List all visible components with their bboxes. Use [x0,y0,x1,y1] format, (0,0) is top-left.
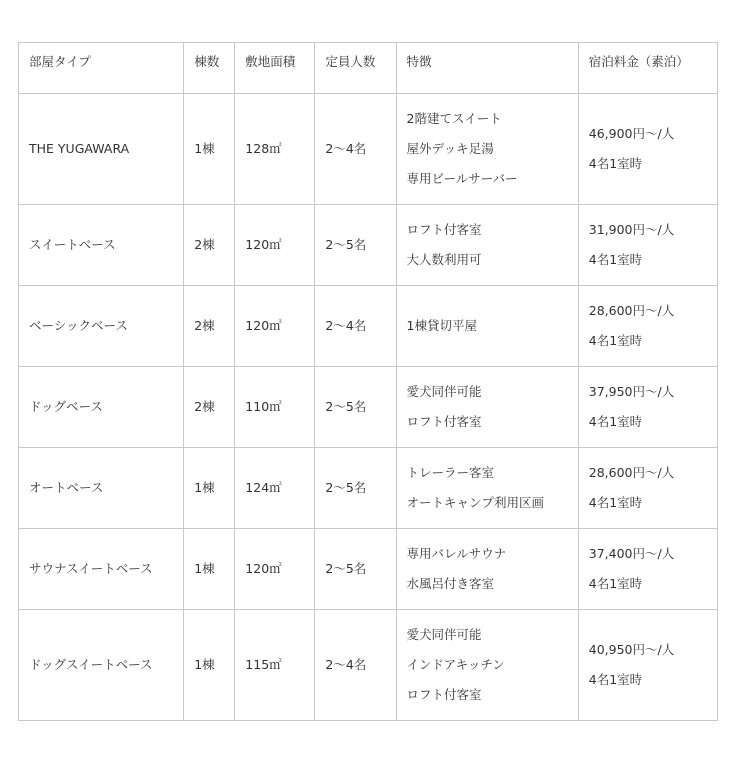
table-row [19,94,718,205]
count-cell: 2棟 [184,367,235,448]
room-type-cell: スイートベース [19,205,184,286]
feature-item: 2階建てスイート [406,111,502,126]
capacity-cell: 2〜5名 [315,448,396,529]
area-cell: 124㎡ [235,448,315,529]
capacity-cell: 2〜5名 [315,367,396,448]
feature-item: 専用ビールサーバー [406,171,518,186]
price-value: 31,900円〜/人 [588,222,675,237]
room-type-cell: THE YUGAWARA [19,94,184,205]
table-row [19,367,718,448]
price-cell [578,286,717,367]
header-capacity: 定員人数 [315,43,396,94]
count-cell: 1棟 [184,610,235,721]
area-cell: 120㎡ [235,205,315,286]
price-value: 40,950円〜/人 [588,642,675,657]
header-price: 宿泊料金（素泊） [578,43,717,94]
feature-item: ロフト付客室 [406,687,482,702]
features-cell [396,367,578,448]
price-note: 4名1室時 [588,156,643,171]
room-type-cell: ドッグベース [19,367,184,448]
room-types-table-container [18,42,718,721]
feature-item: トレーラー客室 [406,465,495,480]
price-value: 37,950円〜/人 [588,384,675,399]
feature-item: 1棟貸切平屋 [406,318,477,333]
table-header-row [19,43,718,94]
feature-item: ロフト付客室 [406,222,482,237]
features-cell [396,610,578,721]
room-type-cell: ベーシックベース [19,286,184,367]
header-count: 棟数 [184,43,235,94]
area-cell: 120㎡ [235,286,315,367]
count-cell: 1棟 [184,94,235,205]
capacity-cell: 2〜4名 [315,610,396,721]
table-row [19,286,718,367]
price-note: 4名1室時 [588,414,643,429]
count-cell: 2棟 [184,205,235,286]
price-value: 28,600円〜/人 [588,465,675,480]
feature-item: 愛犬同伴可能 [406,627,482,642]
price-cell [578,610,717,721]
feature-item: 屋外デッキ足湯 [406,141,494,156]
capacity-cell: 2〜4名 [315,286,396,367]
header-room-type: 部屋タイプ [19,43,184,94]
price-note: 4名1室時 [588,672,643,687]
features-cell [396,94,578,205]
room-type-cell: オートベース [19,448,184,529]
price-value: 28,600円〜/人 [588,303,675,318]
price-value: 46,900円〜/人 [588,126,675,141]
feature-item: 水風呂付き客室 [406,576,495,591]
price-cell [578,205,717,286]
feature-item: オートキャンプ利用区画 [406,495,545,510]
price-value: 37,400円〜/人 [588,546,675,561]
price-cell [578,529,717,610]
area-cell: 110㎡ [235,367,315,448]
count-cell: 1棟 [184,448,235,529]
room-type-cell: サウナスイートベース [19,529,184,610]
area-cell: 120㎡ [235,529,315,610]
table-row [19,205,718,286]
capacity-cell: 2〜4名 [315,94,396,205]
feature-item: 大人数利用可 [406,252,482,267]
price-note: 4名1室時 [588,576,643,591]
table-row [19,610,718,721]
feature-item: 専用バレルサウナ [406,546,507,561]
features-cell [396,529,578,610]
capacity-cell: 2〜5名 [315,205,396,286]
area-cell: 115㎡ [235,610,315,721]
room-type-cell: ドッグスイートベース [19,610,184,721]
header-features: 特徴 [396,43,578,94]
header-area: 敷地面積 [235,43,315,94]
capacity-cell: 2〜5名 [315,529,396,610]
feature-item: ロフト付客室 [406,414,482,429]
price-cell [578,94,717,205]
count-cell: 1棟 [184,529,235,610]
feature-item: インドアキッチン [406,657,505,672]
feature-item: 愛犬同伴可能 [406,384,482,399]
price-cell [578,367,717,448]
features-cell [396,286,578,367]
table-row [19,529,718,610]
price-cell [578,448,717,529]
count-cell: 2棟 [184,286,235,367]
features-cell [396,205,578,286]
features-cell [396,448,578,529]
price-note: 4名1室時 [588,333,643,348]
room-types-table [18,42,718,721]
table-row [19,448,718,529]
price-note: 4名1室時 [588,495,643,510]
area-cell: 128㎡ [235,94,315,205]
price-note: 4名1室時 [588,252,643,267]
